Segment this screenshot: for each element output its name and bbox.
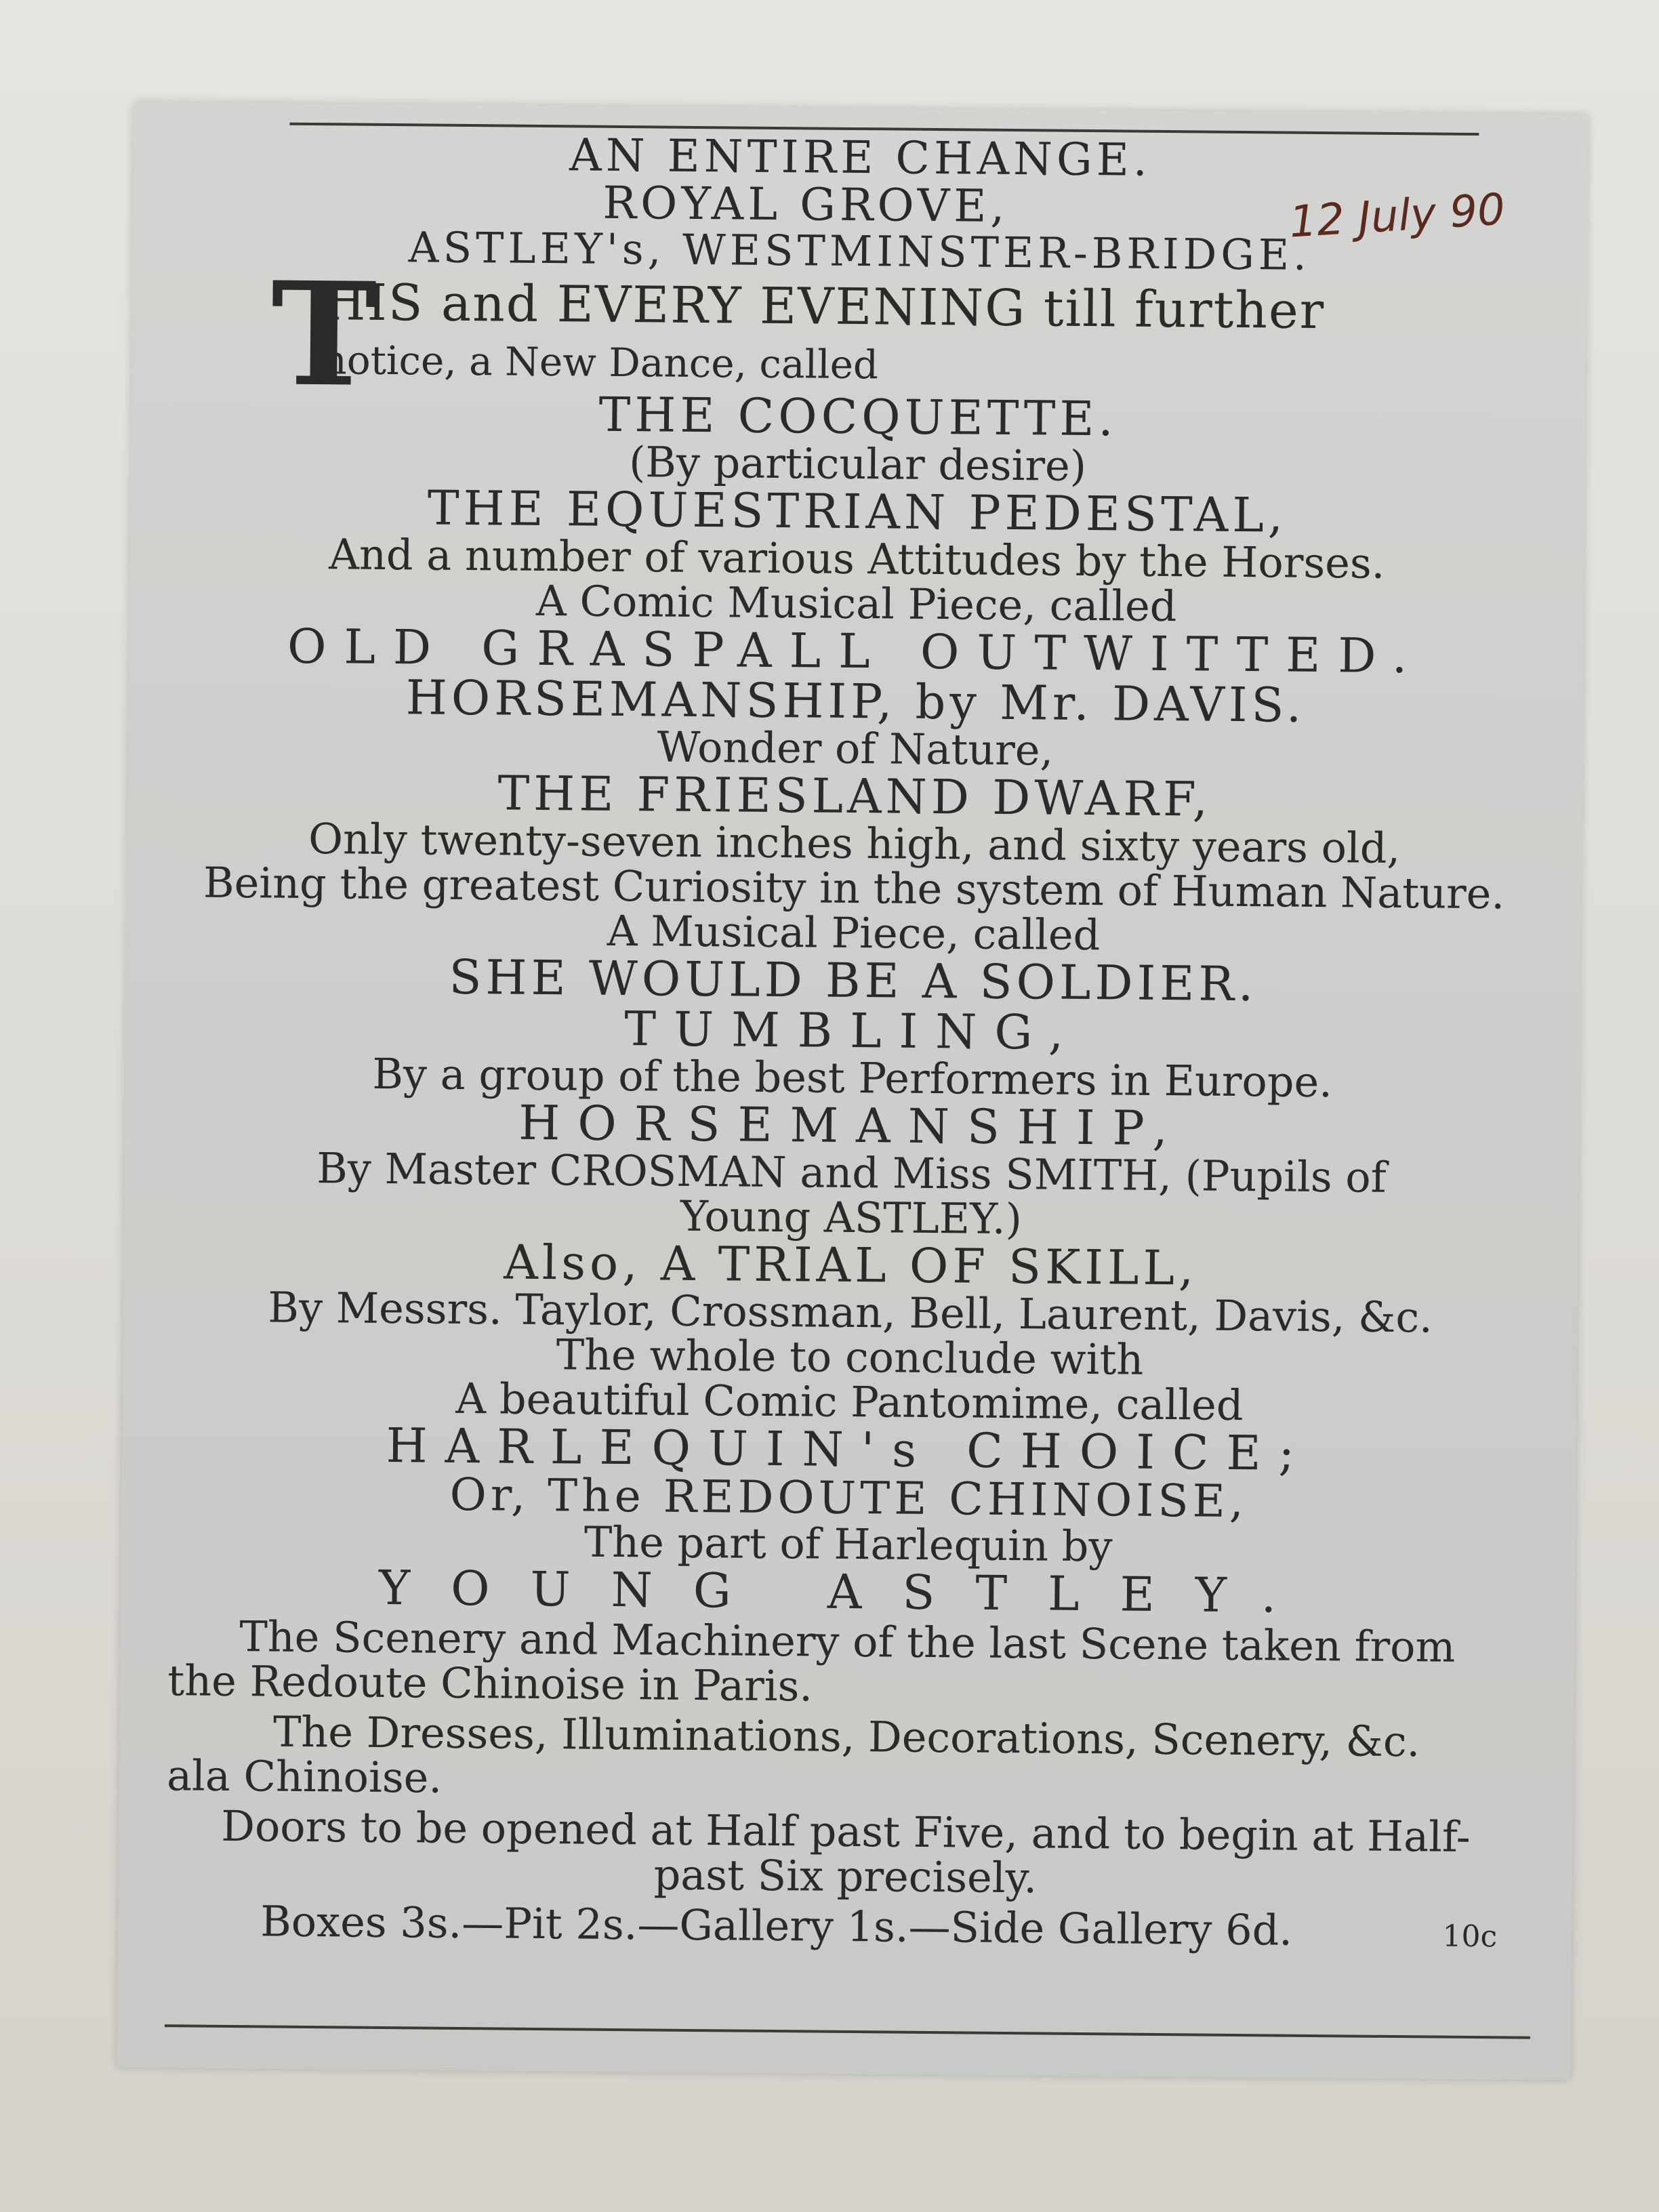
- doors-opened: Doors to be opened at Half past Five, and to begin at Half-: [220, 1801, 1471, 1862]
- ala-chinoise: ala Chinoise.: [166, 1750, 443, 1803]
- handwritten-date: 12 July 90: [1288, 184, 1507, 248]
- corner-mark: 10c: [1442, 1919, 1498, 1954]
- dwarf-description: Only twenty-seven inches high, and sixty years old,: [308, 813, 1401, 874]
- title-equestrian-pedestal: THE EQUESTRIAN PEDESTAL,: [427, 480, 1288, 544]
- title-friesland-dwarf: THE FRIESLAND DWARF,: [497, 765, 1212, 827]
- musical-piece: A Musical Piece, called: [607, 905, 1101, 960]
- title-soldier: SHE WOULD BE A SOLDIER.: [449, 949, 1258, 1012]
- intro-second-line: notice, a New Dance, called: [321, 337, 879, 388]
- headline-royal-grove: ROYAL GROVE,: [602, 176, 1009, 232]
- title-horsemanship: HORSEMANSHIP,: [518, 1094, 1186, 1157]
- headline-entire-change: AN ENTIRE CHANGE.: [569, 129, 1152, 186]
- by-particular-desire: (By particular desire): [628, 437, 1087, 491]
- messrs-list: By Messrs. Taylor, Crossman, Bell, Laurent, Davis, &c.: [268, 1282, 1433, 1343]
- title-young-astley: YOUNG ASTLEY.: [378, 1559, 1317, 1624]
- comic-pantomime: A beautiful Comic Pantomime, called: [455, 1373, 1244, 1431]
- wonder-of-nature: Wonder of Nature,: [657, 722, 1054, 775]
- title-tumbling: TUMBLING,: [623, 1001, 1082, 1061]
- redoute-chinoise: Or, The REDOUTE CHINOISE,: [449, 1468, 1248, 1528]
- intro-first-line: HIS and EVERY EVENING till further: [321, 273, 1326, 341]
- ticket-prices: Boxes 3s.—Pit 2s.—Gallery 1s.—Side Gallery 6d.: [260, 1896, 1293, 1955]
- whole-to-conclude: The whole to conclude with: [556, 1330, 1144, 1385]
- comic-musical-piece: A Comic Musical Piece, called: [535, 575, 1177, 632]
- title-old-graspall: OLD GRASPALL OUTWITTED.: [287, 618, 1425, 684]
- group-of-performers: By a group of the best Performers in Europe.: [372, 1048, 1333, 1107]
- title-harlequins-choice: HARLEQUIN's CHOICE;: [386, 1418, 1313, 1481]
- title-cocquette: THE COCQUETTE.: [598, 386, 1118, 447]
- redoute-in-paris: the Redoute Chinoise in Paris.: [167, 1656, 813, 1711]
- headline-astleys: ASTLEY's, WESTMINSTER-BRIDGE.: [408, 222, 1311, 280]
- past-six-precisely: past Six precisely.: [653, 1849, 1038, 1903]
- greatest-curiosity: Being the greatest Curiosity in the system of Human Nature.: [203, 857, 1505, 919]
- dresses-illuminations: The Dresses, Illuminations, Decorations, Scenery, &c.: [272, 1706, 1420, 1767]
- bottom-rule: [165, 2024, 1530, 2039]
- part-of-harlequin: The part of Harlequin by: [583, 1517, 1113, 1572]
- newspaper-clipping: [117, 102, 1587, 2081]
- horsemanship-davis: HORSEMANSHIP, by Mr. DAVIS.: [405, 670, 1306, 733]
- scenery-machinery: The Scenery and Machinery of the last Scene taken from: [239, 1612, 1456, 1672]
- crosman-smith: By Master CROSMAN and Miss SMITH, (Pupils of: [316, 1143, 1387, 1202]
- title-trial-of-skill: Also, A TRIAL OF SKILL,: [503, 1234, 1198, 1296]
- drop-cap: T: [270, 250, 378, 419]
- young-astley-pupils: Young ASTLEY.): [680, 1191, 1023, 1244]
- attitudes-by-horses: And a number of various Attitudes by the Horses.: [328, 529, 1385, 588]
